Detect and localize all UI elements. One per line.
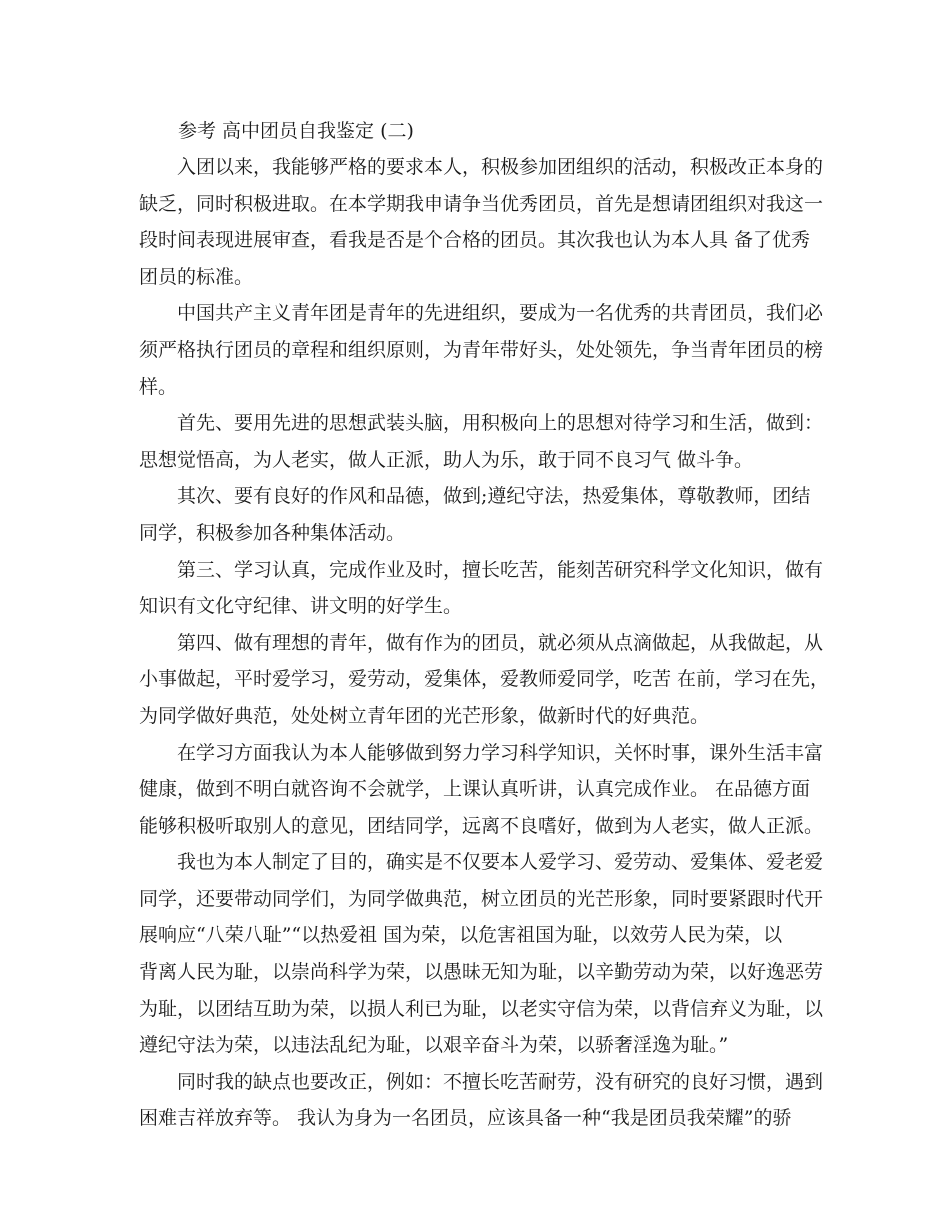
text-line: 样。 xyxy=(139,375,178,398)
text-line: 其次、要有良好的作风和品德，做到;遵纪守法，热爱集体，尊敬教师，团结 xyxy=(177,485,811,508)
text-line: 在学习方面我认为本人能够做到努力学习科学知识，关怀时事，课外生活丰富 xyxy=(177,741,824,764)
text-line: 遵纪守法为荣，以违法乱纪为耻，以艰辛奋斗为荣，以骄奢淫逸为耻。” xyxy=(139,1034,729,1057)
text-line: 缺乏，同时积极进取。在本学期我申请争当优秀团员，首先是想请团组织对我这一 xyxy=(139,192,824,215)
paragraph-5 xyxy=(139,552,824,625)
paragraph-8 xyxy=(139,844,824,1064)
text-line: 同学，还要带动同学们，为同学做典范，树立团员的光芒形象，同时要紧跟时代开 xyxy=(139,887,824,910)
paragraph-7 xyxy=(139,735,824,845)
document-title: 参考 高中团员自我鉴定 (二) xyxy=(178,120,414,142)
text-line: 第三、学习认真，完成作业及时，擅长吃苦，能刻苦研究科学文化知识，做有 xyxy=(177,558,824,581)
text-line: 背离人民为耻，以崇尚科学为荣，以愚昧无知为耻，以辛勤劳动为荣，以好逸恶劳 xyxy=(139,961,824,984)
text-line: 健康，做到不明白就咨询不会就学，上课认真听讲，认真完成作业。 在品德方面 xyxy=(139,778,811,801)
paragraph-3 xyxy=(139,405,824,478)
paragraph-6 xyxy=(139,625,830,735)
text-line: 同时我的缺点也要改正，例如：不擅长吃苦耐劳，没有研究的良好习惯，遇到 xyxy=(177,1070,824,1093)
text-line: 须严格执行团员的章程和组织原则，为青年带好头，处处领先，争当青年团员的榜 xyxy=(139,338,824,361)
text-line: 我也为本人制定了目的，确实是不仅要本人爱学习、爱劳动、爱集体、爱老爱 xyxy=(177,851,824,874)
document-body xyxy=(139,149,830,1137)
text-line: 团员的标准。 xyxy=(139,265,254,288)
text-line: 知识有文化守纪律、讲文明的好学生。 xyxy=(139,595,463,618)
text-line: 第四、做有理想的青年，做有作为的团员，就必须从点滴做起，从我做起，从 xyxy=(177,631,824,654)
text-line: 展响应“八荣八耻”“以热爱祖 国为荣，以危害祖国为耻，以效劳人民为荣，以 xyxy=(139,924,783,947)
text-line: 首先、要用先进的思想武装头脑，用积极向上的思想对待学习和生活，做到： xyxy=(177,412,824,435)
paragraph-2 xyxy=(139,295,824,405)
text-line: 困难吉祥放弃等。 我认为身为一名团员，应该具备一种“我是团员我荣耀”的骄 xyxy=(139,1107,792,1130)
paragraph-9 xyxy=(139,1064,824,1137)
paragraph-1 xyxy=(139,149,824,295)
paragraph-4 xyxy=(139,478,819,551)
text-line: 为耻，以团结互助为荣，以损人利已为耻，以老实守信为荣，以背信弃义为耻，以 xyxy=(139,997,824,1020)
text-line: 中国共产主义青年团是青年的先进组织，要成为一名优秀的共青团员，我们必 xyxy=(177,302,824,325)
text-line: 能够积极听取别人的意见，团结同学，远离不良嗜好，做到为人老实，做人正派。 xyxy=(139,814,824,837)
text-line: 段时间表现进展审查，看我是否是个合格的团员。其次我也认为本人具 备了优秀 xyxy=(139,229,811,252)
text-line: 小事做起，平时爱学习，爱劳动，爱集体，爱教师爱同学，吃苦 在前，学习在先， xyxy=(139,668,830,691)
text-line: 入团以来，我能够严格的要求本人，积极参加团组织的活动，积极改正本身的 xyxy=(177,156,824,178)
text-line: 为同学做好典范，处处树立青年团的光芒形象，做新时代的好典范。 xyxy=(139,704,710,727)
text-line: 同学，积极参加各种集体活动。 xyxy=(139,521,406,544)
text-line: 思想觉悟高，为人老实，做人正派，助人为乐，敢于同不良习气 做斗争。 xyxy=(139,448,754,471)
